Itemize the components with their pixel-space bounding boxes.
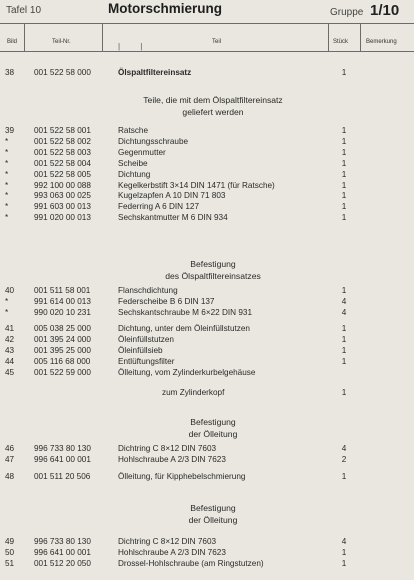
- column-header-teil: Teil: [212, 39, 222, 45]
- column-divider: [102, 23, 103, 51]
- table-row-continuation: [0, 387, 414, 398]
- part-quantity: 1: [341, 324, 347, 333]
- row-number: 45: [5, 367, 15, 377]
- section-heading: [90, 258, 336, 282]
- row-number: *: [5, 136, 9, 146]
- part-description: Öleinfüllsieb: [118, 345, 163, 355]
- part-quantity: 1: [341, 388, 347, 397]
- table-row: [0, 323, 414, 334]
- part-description-continued: zum Zylinderkopf: [162, 388, 225, 397]
- part-number: 990 020 10 231: [34, 307, 91, 317]
- table-row: [0, 212, 414, 223]
- row-number: *: [5, 202, 9, 212]
- section-heading: [90, 416, 336, 440]
- table-row: [0, 169, 414, 180]
- part-number: 991 603 00 013: [34, 202, 91, 212]
- part-number: 996 733 80 130: [34, 537, 91, 546]
- header-tick-marks: | |: [118, 42, 152, 51]
- part-number: 001 512 20 050: [34, 558, 91, 568]
- row-number: 39: [5, 126, 15, 135]
- row-number: *: [5, 147, 9, 157]
- table-row: [0, 158, 414, 169]
- row-number: 41: [5, 324, 15, 333]
- part-quantity: 4: [341, 537, 347, 546]
- part-description: Gegenmutter: [118, 147, 166, 157]
- table-row: [0, 345, 414, 356]
- tafel-label: Tafel 10: [6, 5, 42, 16]
- table-row: [0, 296, 414, 307]
- part-number: 001 522 58 005: [34, 169, 91, 179]
- part-description: Federring A 6 DIN 127: [118, 202, 200, 212]
- part-quantity: 1: [341, 345, 347, 355]
- part-description: Dichtring C 8×12 DIN 7603: [118, 444, 217, 453]
- row-number: 46: [5, 444, 15, 453]
- section-heading: [90, 94, 336, 118]
- part-number: 005 038 25 000: [34, 324, 91, 333]
- row-number: 47: [5, 454, 15, 464]
- section-heading: [90, 502, 336, 526]
- row-number: 42: [5, 334, 15, 344]
- part-quantity: 1: [341, 169, 347, 179]
- part-description: Scheibe: [118, 158, 148, 168]
- part-description: Hohlschraube A 2/3 DIN 7623: [118, 547, 226, 557]
- table-row: [0, 536, 414, 547]
- row-number: 51: [5, 558, 15, 568]
- section-heading-line: des Ölspaltfiltereinsatzes: [165, 271, 261, 281]
- row-number: 44: [5, 356, 15, 366]
- table-row: [0, 136, 414, 147]
- part-number: 991 020 00 013: [34, 213, 91, 223]
- table-row: [0, 367, 414, 378]
- row-number: *: [5, 180, 9, 190]
- part-description: Kugelzapfen A 10 DIN 71 803: [118, 191, 226, 201]
- part-number: 001 522 58 003: [34, 147, 91, 157]
- section-heading-line: Befestigung: [190, 259, 236, 269]
- table-row: [0, 307, 414, 318]
- row-number: *: [5, 296, 9, 306]
- part-quantity: 1: [341, 202, 347, 212]
- table-row: [0, 201, 414, 212]
- table-row: [0, 356, 414, 367]
- part-number: 001 511 58 001: [34, 286, 91, 295]
- table-row: [0, 125, 414, 136]
- part-number: 001 511 20 506: [34, 472, 91, 481]
- gruppe-number: 1/10: [370, 2, 400, 19]
- part-quantity: 1: [341, 68, 347, 77]
- column-header-stueck: Stück: [333, 39, 349, 45]
- part-number: 001 522 58 001: [34, 126, 91, 135]
- part-number: 996 733 80 130: [34, 444, 91, 453]
- part-description: Flanschdichtung: [118, 286, 178, 295]
- table-row: [0, 147, 414, 158]
- part-quantity: 2: [341, 454, 347, 464]
- part-quantity: 1: [341, 147, 347, 157]
- part-number: 001 522 59 000: [34, 367, 91, 377]
- part-number: 001 522 58 004: [34, 158, 91, 168]
- table-row: [0, 334, 414, 345]
- page-title: Motorschmierung: [108, 1, 223, 16]
- row-number: 40: [5, 286, 15, 295]
- row-number: *: [5, 169, 9, 179]
- part-description: Kegelkerbstift 3×14 DIN 1471 (für Ratsche): [118, 180, 275, 190]
- column-header-teil-nr: Teil-Nr.: [52, 39, 71, 45]
- column-header-bild: Bild: [7, 39, 18, 45]
- part-number: 001 395 25 000: [34, 345, 91, 355]
- gruppe-label: Gruppe: [330, 7, 364, 18]
- section-heading-line: Teile, die mit dem Ölspaltfiltereinsatz: [143, 95, 283, 105]
- part-description: Federscheibe B 6 DIN 137: [118, 296, 215, 306]
- section-heading-line: der Ölleitung: [188, 515, 238, 525]
- section-heading-line: Befestigung: [190, 503, 236, 513]
- table-row: [0, 190, 414, 201]
- part-quantity: 1: [341, 334, 347, 344]
- part-number: 993 063 00 025: [34, 191, 91, 201]
- part-quantity: 1: [341, 286, 347, 295]
- part-description: Öleinfüllstutzen: [118, 334, 174, 344]
- part-description: Dichtungsschraube: [118, 136, 189, 146]
- part-number: 001 522 58 002: [34, 136, 91, 146]
- row-number: *: [5, 307, 9, 317]
- part-description: Dichtung, unter dem Öleinfüllstutzen: [118, 324, 250, 333]
- row-number: 43: [5, 345, 15, 355]
- part-quantity: 1: [341, 136, 347, 146]
- part-description: Drossel-Hohlschraube (am Ringstutzen): [118, 558, 264, 568]
- table-row: [0, 443, 414, 454]
- table-row: [0, 471, 414, 482]
- part-number: 005 116 68 000: [34, 356, 91, 366]
- section-heading-line: der Ölleitung: [188, 429, 238, 439]
- part-number: 992 100 00 088: [34, 180, 91, 190]
- column-divider: [328, 23, 329, 51]
- part-quantity: 1: [341, 213, 347, 223]
- part-description: Ölspaltfiltereinsatz: [118, 68, 192, 77]
- part-description: Ölleitung, vom Zylinderkurbelgehäuse: [118, 367, 256, 377]
- part-number: 001 395 24 000: [34, 334, 91, 344]
- row-number: *: [5, 213, 9, 223]
- part-number: 996 641 00 001: [34, 547, 91, 557]
- row-number: *: [5, 158, 9, 168]
- row-number: 49: [5, 537, 15, 546]
- header-top-rule: [0, 23, 414, 24]
- table-row: [0, 180, 414, 191]
- table-row: [0, 454, 414, 465]
- part-quantity: 1: [341, 547, 347, 557]
- part-description: Hohlschraube A 2/3 DIN 7623: [118, 454, 226, 464]
- row-number: 38: [5, 68, 15, 77]
- column-divider: [24, 23, 25, 51]
- table-row: [0, 558, 414, 569]
- part-description: Ratsche: [118, 126, 149, 135]
- part-description: Dichtung: [118, 169, 151, 179]
- row-number: 50: [5, 547, 15, 557]
- table-row: [0, 547, 414, 558]
- part-description: Sechskantmutter M 6 DIN 934: [118, 213, 228, 223]
- column-header-bemerkung: Bemerkung: [366, 39, 397, 45]
- part-quantity: 1: [341, 180, 347, 190]
- part-number: 001 522 58 000: [34, 68, 91, 77]
- row-number: *: [5, 191, 9, 201]
- row-number: 48: [5, 472, 15, 481]
- column-divider: [360, 23, 361, 51]
- section-heading-line: Befestigung: [190, 417, 236, 427]
- part-number: 996 641 00 001: [34, 454, 91, 464]
- part-number: 991 614 00 013: [34, 296, 91, 306]
- part-quantity: 1: [341, 356, 347, 366]
- part-quantity: 4: [341, 444, 347, 453]
- part-quantity: 1: [341, 191, 347, 201]
- part-quantity: 1: [341, 126, 347, 135]
- table-row: [0, 67, 414, 78]
- table-row: [0, 285, 414, 296]
- header-bottom-rule: [0, 51, 414, 52]
- part-quantity: 4: [341, 296, 347, 306]
- part-quantity: 1: [341, 558, 347, 568]
- part-description: Dichtring C 8×12 DIN 7603: [118, 537, 217, 546]
- part-quantity: 4: [341, 307, 347, 317]
- part-quantity: 1: [341, 472, 347, 481]
- section-heading-line: geliefert werden: [182, 107, 244, 117]
- part-quantity: 1: [341, 158, 347, 168]
- part-description: Ölleitung, für Kipphebelschmierung: [118, 472, 246, 481]
- part-description: Sechskantschraube M 6×22 DIN 931: [118, 307, 253, 317]
- part-description: Entlüftungsfilter: [118, 356, 175, 366]
